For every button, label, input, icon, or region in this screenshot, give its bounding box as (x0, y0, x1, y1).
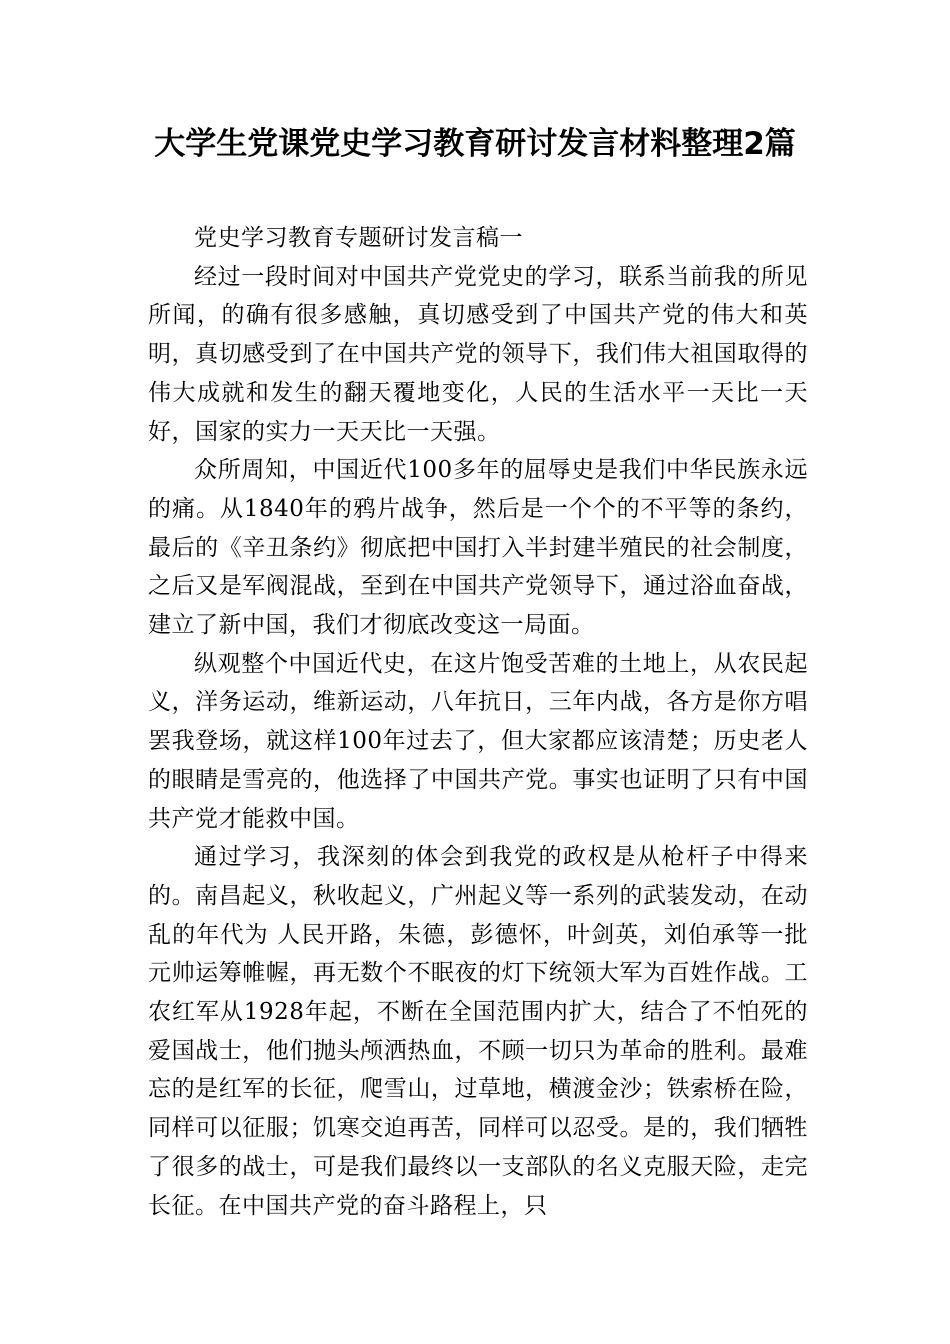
paragraph-2: 众所周知，中国近代100多年的屈辱史是我们中华民族永远的痛。从1840年的鸦片战争，然后是一个个的不平等的条约，最后的《辛丑条约》彻底把中国打入半封建半殖民的社会制度，之后又是军阀混战，至到在中国共产党领导下，通过浴血奋战，建立了新中国，我们才彻底改变这一局面。 (148, 457, 808, 639)
paragraph-subtitle: 党史学习教育专题研讨发言稿一 (194, 225, 523, 251)
paragraph-3: 纵观整个中国近代史，在这片饱受苦难的土地上，从农民起义，洋务运动，维新运动，八年抗日，三年内战，各方是你方唱罢我登场，就这样100年过去了，但大家都应该清楚；历史老人的眼睛是雪亮的，他选择了中国共产党。事实也证明了只有中国共产党才能救中国。 (148, 650, 808, 832)
document-title: 大学生党课党史学习教育研讨发言材料整理2篇 (154, 126, 796, 162)
paragraph-4: 通过学习，我深刻的体会到我党的政权是从枪杆子中得来的。南昌起义，秋收起义，广州起义等一系列的武装发动，在动乱的年代为 人民开路，朱德，彭德怀，叶剑英，刘伯承等一批元帅运筹帷幄，再无数个不眠夜的灯下统领大军为百姓作战。工农红军从1928年起，不断在全国范围内扩大，结合了不怕死的爱国战士，他们抛头颅洒热血，不顾一切只为革命的胜利。最难忘的是红军的长征，爬雪山，过草地，横渡金沙；铁索桥在险，同样可以征服；饥寒交迫再苦，同样可以忍受。是的，我们牺牲了很多的战士，可是我们最终以一支部队的名义克服天险，走完长征。在中国共产党的奋斗路程上，只 (148, 844, 808, 1219)
document-body (148, 219, 808, 1225)
paragraph-1: 经过一段时间对中国共产党党史的学习，联系当前我的所见所闻，的确有很多感触，真切感受到了中国共产党的伟大和英明，真切感受到了在中国共产党的领导下，我们伟大祖国取得的伟大成就和发生的翻天覆地变化，人民的生活水平一天比一天好，国家的实力一天天比一天强。 (148, 263, 808, 445)
